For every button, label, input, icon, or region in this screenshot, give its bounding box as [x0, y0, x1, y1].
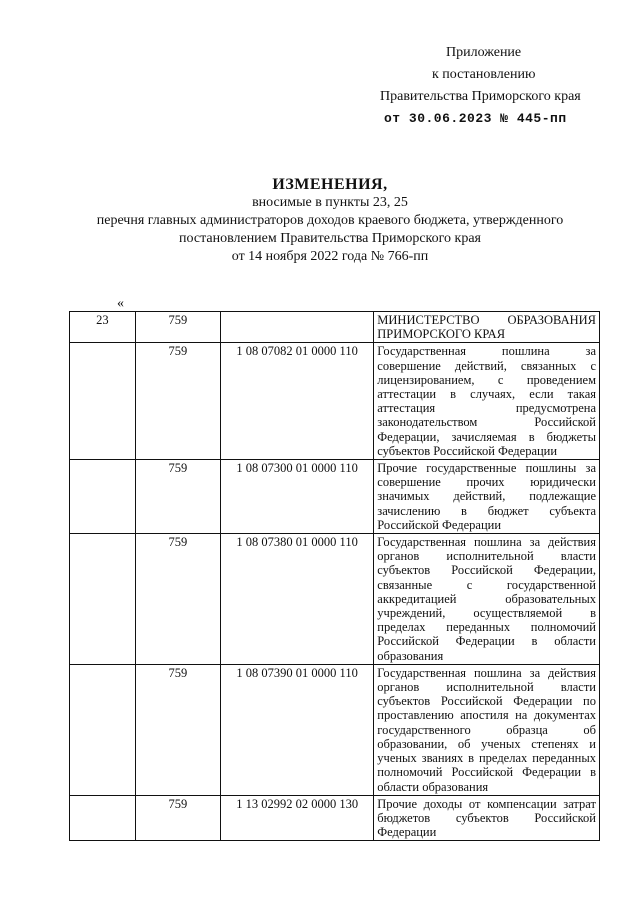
heading-line: вносимые в пункты 23, 25 [252, 195, 408, 210]
appendix-title: Приложение [446, 45, 522, 60]
revenue-name-cell: Прочие государственные пошлины за совершение прочих юридически значимых действий, подлежащие зачислению в бюджет субъекта Российской Федерации [374, 460, 600, 534]
revenue-code-cell [220, 312, 373, 343]
table-row [70, 343, 600, 460]
table-row [70, 795, 600, 841]
revenue-name-cell: Государственная пошлина за действия органов исполнительной власти субъектов Российской Федерации по проставлению апостиля на документах государственного образца об образовании, об ученых степенях и ученых званиях в пределах переданных полномочий Российской Федерации в области образования [374, 664, 600, 795]
row-number-cell [70, 460, 136, 534]
opening-quote: « [117, 296, 124, 311]
revenue-code-cell: 1 08 07380 01 0000 110 [220, 534, 373, 665]
row-number-cell [70, 664, 136, 795]
table-row [70, 460, 600, 534]
appendix-date-number: от 30.06.2023 № 445-пп [384, 111, 567, 126]
revenue-code-cell: 1 13 02992 02 0000 130 [220, 795, 373, 841]
revenue-name-cell: МИНИСТЕРСТВО ОБРАЗОВАНИЯ ПРИМОРСКОГО КРАЯ [374, 312, 600, 343]
heading-line: от 14 ноября 2022 года № 766-пп [231, 249, 429, 264]
table-row [70, 664, 600, 795]
document-heading [60, 176, 600, 266]
row-number-cell: 23 [70, 312, 136, 343]
table-row [70, 534, 600, 665]
admin-code-cell: 759 [135, 312, 220, 343]
admin-code-cell: 759 [135, 460, 220, 534]
row-number-cell [70, 534, 136, 665]
heading-line: перечня главных администраторов доходов краевого бюджета, утвержденного [96, 213, 564, 228]
row-number-cell [70, 343, 136, 460]
document-title: ИЗМЕНЕНИЯ, [272, 176, 388, 193]
appendix-line: Правительства Приморского края [380, 89, 581, 104]
row-number-cell [70, 795, 136, 841]
revenue-name-cell: Государственная пошлина за совершение действий, связанных с лицензированием, с проведением аттестации в случаях, если такая аттестация предусмотрена законодательством Российской Федерации, зачисляемая в бюджеты субъектов Российской Федерации [374, 343, 600, 460]
revenue-code-cell: 1 08 07082 01 0000 110 [220, 343, 373, 460]
revenue-name-cell: Государственная пошлина за действия органов исполнительной власти субъектов Российской Федерации, связанные с государственной аккредитацией образовательных учреждений, осуществляемой в пределах переданных полномочий Российской Федерации в области образования [374, 534, 600, 665]
admin-code-cell: 759 [135, 534, 220, 665]
admin-code-cell: 759 [135, 343, 220, 460]
admin-code-cell: 759 [135, 664, 220, 795]
admin-code-cell: 759 [135, 795, 220, 841]
revenue-code-cell: 1 08 07390 01 0000 110 [220, 664, 373, 795]
appendix-line: к постановлению [432, 67, 536, 82]
table-row [70, 312, 600, 343]
revenue-code-cell: 1 08 07300 01 0000 110 [220, 460, 373, 534]
heading-line: постановлением Правительства Приморского края [179, 231, 481, 246]
revenue-name-cell: Прочие доходы от компенсации затрат бюджетов субъектов Российской Федерации [374, 795, 600, 841]
appendix-block [380, 42, 630, 130]
revenue-administrators-table [69, 311, 600, 841]
